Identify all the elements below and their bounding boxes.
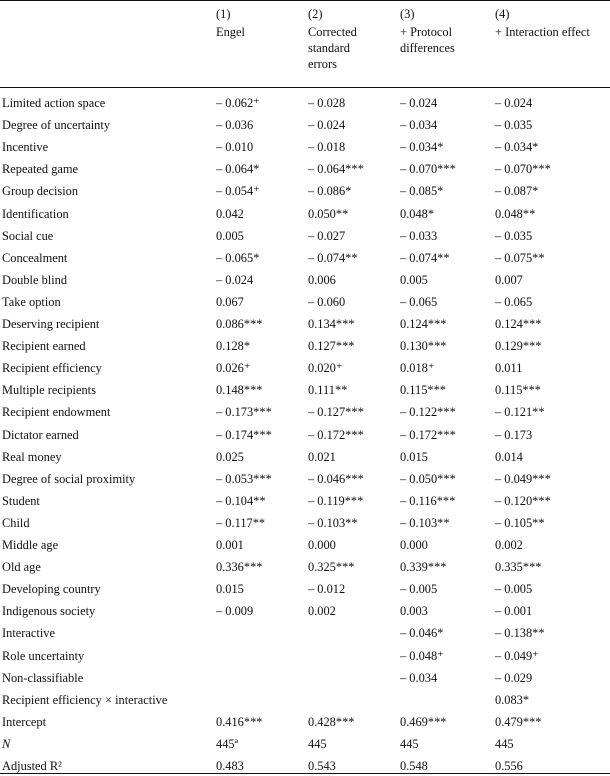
coefficient-cell: – 0.172*** [400,428,456,442]
coefficient-cell: 0.416*** [216,715,263,729]
coefficient-cell: – 0.035 [495,118,533,132]
coefficient-cell: 0.556 [495,759,523,773]
coefficient-cell: – 0.122*** [400,405,456,419]
table-row [0,492,610,510]
column-header-4 [495,6,590,40]
coefficient-cell: 0.002 [308,604,336,618]
coefficient-cell: 0.148*** [216,383,263,397]
coefficient-cell: – 0.065 [400,295,438,309]
coefficient-cell: – 0.174*** [216,428,272,442]
coefficient-cell: 0.339*** [400,560,447,574]
table-row [0,381,610,399]
coefficient-cell: – 0.027 [308,229,346,243]
coefficient-cell: – 0.065 [495,295,533,309]
coefficient-cell: – 0.064* [216,162,260,176]
coefficient-cell: 0.026⁺ [216,361,251,375]
row-label: Non-classifiable [2,671,84,685]
coefficient-cell: 0.020⁺ [308,361,343,375]
table-row [0,403,610,421]
row-label: Adjusted R² [2,759,62,773]
coefficient-cell: – 0.064*** [308,162,364,176]
table-row [0,536,610,554]
coefficient-cell: 0.111** [308,383,348,397]
coefficient-cell: – 0.024 [216,273,254,287]
table-row [0,669,610,687]
coefficient-cell: 0.483 [216,759,244,773]
coefficient-cell: 0.005 [400,273,428,287]
coefficient-cell: 0.067 [216,295,244,309]
coefficient-cell: 0.543 [308,759,336,773]
column-header-2 [308,6,357,72]
coefficient-cell: 0.050** [308,207,349,221]
coefficient-cell: – 0.029 [495,671,533,685]
row-label: Middle age [2,538,59,552]
column-number: (4) [495,7,510,21]
row-label: Dictator earned [2,428,79,442]
table-row [0,691,610,709]
coefficient-cell: – 0.120*** [495,494,551,508]
table-row [0,116,610,134]
coefficient-cell: – 0.034 [400,118,438,132]
row-label: Limited action space [2,96,106,110]
coefficient-cell: – 0.105** [495,516,545,530]
coefficient-cell: – 0.173*** [216,405,272,419]
coefficient-cell: 0.479*** [495,715,542,729]
table-row [0,713,610,731]
coefficient-cell: 0.005 [216,229,244,243]
row-label: Group decision [2,184,79,198]
table-row [0,558,610,576]
row-label: Multiple recipients [2,383,96,397]
coefficient-cell: 0.001 [216,538,244,552]
coefficient-cell: 0.325*** [308,560,355,574]
coefficient-cell: 0.083* [495,693,530,707]
coefficient-cell: – 0.033 [400,229,438,243]
coefficient-cell: – 0.074** [308,251,358,265]
table-row [0,205,610,223]
coefficient-cell: 0.124*** [495,317,542,331]
row-label: Degree of social proximity [2,472,136,486]
row-label: Recipient endowment [2,405,111,419]
coefficient-cell: – 0.024 [308,118,346,132]
table-row [0,359,610,377]
table-row [0,94,610,112]
row-label: Recipient efficiency × interactive [2,693,168,707]
row-label: Child [2,516,30,530]
coefficient-cell: 0.003 [400,604,428,618]
coefficient-cell: – 0.086* [308,184,352,198]
coefficient-cell: – 0.065* [216,251,260,265]
row-label: Developing country [2,582,101,596]
coefficient-cell: – 0.087* [495,184,539,198]
coefficient-cell: 0.335*** [495,560,542,574]
coefficient-cell: – 0.012 [308,582,346,596]
coefficient-cell: – 0.035 [495,229,533,243]
coefficient-cell: 0.042 [216,207,244,221]
table-row [0,426,610,444]
coefficient-cell: – 0.054⁺ [216,184,260,198]
table-row [0,735,610,753]
coefficient-cell: 0.469*** [400,715,447,729]
coefficient-cell: 0.000 [400,538,428,552]
coefficient-cell: – 0.005 [400,582,438,596]
coefficient-cell: – 0.009 [216,604,254,618]
row-label: Real money [2,450,62,464]
row-label: N [2,737,11,751]
coefficient-cell: 0.115*** [495,383,542,397]
row-label: Recipient earned [2,339,86,353]
coefficient-cell: 0.128* [216,339,251,353]
coefficient-cell: – 0.049*** [495,472,551,486]
table-row [0,514,610,532]
coefficient-cell: 445 [400,737,419,751]
coefficient-cell: 0.018⁺ [400,361,435,375]
row-label: Student [2,494,40,508]
coefficient-cell: – 0.062⁺ [216,96,260,110]
coefficient-cell: – 0.001 [495,604,533,618]
coefficient-cell: 0.124*** [400,317,447,331]
coefficient-cell: – 0.024 [400,96,438,110]
coefficient-cell: – 0.075** [495,251,545,265]
coefficient-cell: 445ª [216,737,239,751]
coefficient-cell: 0.007 [495,273,523,287]
coefficient-cell: – 0.046* [400,626,444,640]
coefficient-cell: 0.014 [495,450,523,464]
column-header-1 [216,6,245,40]
column-number: (1) [216,7,231,21]
table-row [0,227,610,245]
row-label: Intercept [2,715,47,729]
coefficient-cell: – 0.050*** [400,472,456,486]
row-label: Identification [2,207,69,221]
row-label: Deserving recipient [2,317,100,331]
coefficient-cell: – 0.024 [495,96,533,110]
coefficient-cell: – 0.117** [216,516,266,530]
coefficient-cell: – 0.104** [216,494,266,508]
table-row [0,470,610,488]
coefficient-cell: 0.548 [400,759,428,773]
coefficient-cell: – 0.034 [400,671,438,685]
row-label: Concealment [2,251,68,265]
table-row [0,647,610,665]
row-label: Old age [2,560,41,574]
coefficient-cell: 0.015 [400,450,428,464]
coefficient-cell: – 0.048⁺ [400,649,444,663]
coefficient-cell: – 0.005 [495,582,533,596]
coefficient-cell: 0.130*** [400,339,447,353]
table-row [0,602,610,620]
coefficient-cell: 0.021 [308,450,336,464]
coefficient-cell: – 0.028 [308,96,346,110]
coefficient-cell: – 0.119*** [308,494,364,508]
table-row [0,337,610,355]
row-label: Indigenous society [2,604,96,618]
coefficient-cell: – 0.116*** [400,494,456,508]
row-label: Recipient efficiency [2,361,102,375]
table-row [0,138,610,156]
row-label: Double blind [2,273,68,287]
coefficient-cell: – 0.070*** [495,162,551,176]
coefficient-cell: 0.086*** [216,317,263,331]
row-label: Incentive [2,140,49,154]
row-label: Social cue [2,229,54,243]
coefficient-cell: – 0.049⁺ [495,649,539,663]
row-label: Role uncertainty [2,649,85,663]
coefficient-cell: 0.129*** [495,339,542,353]
row-label: Repeated game [2,162,79,176]
coefficient-cell: 0.428*** [308,715,355,729]
coefficient-cell: 0.127*** [308,339,355,353]
coefficient-cell: – 0.010 [216,140,254,154]
table-row [0,624,610,642]
column-title: Engel [216,25,245,39]
coefficient-cell: 0.011 [495,361,523,375]
coefficient-cell: – 0.074** [400,251,450,265]
column-number: (2) [308,7,323,21]
coefficient-cell: – 0.053*** [216,472,272,486]
coefficient-cell: – 0.103** [400,516,450,530]
coefficient-cell: – 0.046*** [308,472,364,486]
coefficient-cell: 0.006 [308,273,336,287]
table-row [0,271,610,289]
top-rule [0,0,610,1]
table-row [0,182,610,200]
column-header-3 [400,6,455,56]
table-row [0,448,610,466]
coefficient-cell: – 0.085* [400,184,444,198]
coefficient-cell: 0.336*** [216,560,263,574]
coefficient-cell: – 0.173 [495,428,533,442]
coefficient-cell: – 0.034* [495,140,539,154]
coefficient-cell: – 0.060 [308,295,346,309]
coefficient-cell: 0.000 [308,538,336,552]
table-row [0,293,610,311]
header-rule [0,87,610,88]
coefficient-cell: 0.115*** [400,383,447,397]
coefficient-cell: – 0.070*** [400,162,456,176]
coefficient-cell: – 0.127*** [308,405,364,419]
column-title: + Protocol differences [400,25,455,55]
row-label: Degree of uncertainty [2,118,111,132]
table-row [0,249,610,267]
coefficient-cell: 0.048* [400,207,435,221]
coefficient-cell: 445 [308,737,327,751]
table-row [0,580,610,598]
coefficient-cell: 0.025 [216,450,244,464]
bottom-rule [0,773,610,774]
table-row [0,160,610,178]
coefficient-cell: – 0.172*** [308,428,364,442]
coefficient-cell: 0.134*** [308,317,355,331]
coefficient-cell: 0.002 [495,538,523,552]
coefficient-cell: 0.015 [216,582,244,596]
column-title: + Interaction effect [495,25,590,39]
column-title: Corrected standard errors [308,25,357,71]
coefficient-cell: – 0.036 [216,118,254,132]
coefficient-cell: 0.048** [495,207,536,221]
row-label: Interactive [2,626,55,640]
column-number: (3) [400,7,415,21]
coefficient-cell: – 0.103** [308,516,358,530]
coefficient-cell: – 0.138** [495,626,545,640]
table-row [0,315,610,333]
coefficient-cell: – 0.018 [308,140,346,154]
row-label: Take option [2,295,61,309]
coefficient-cell: – 0.034* [400,140,444,154]
coefficient-cell: – 0.121** [495,405,545,419]
coefficient-cell: 445 [495,737,514,751]
